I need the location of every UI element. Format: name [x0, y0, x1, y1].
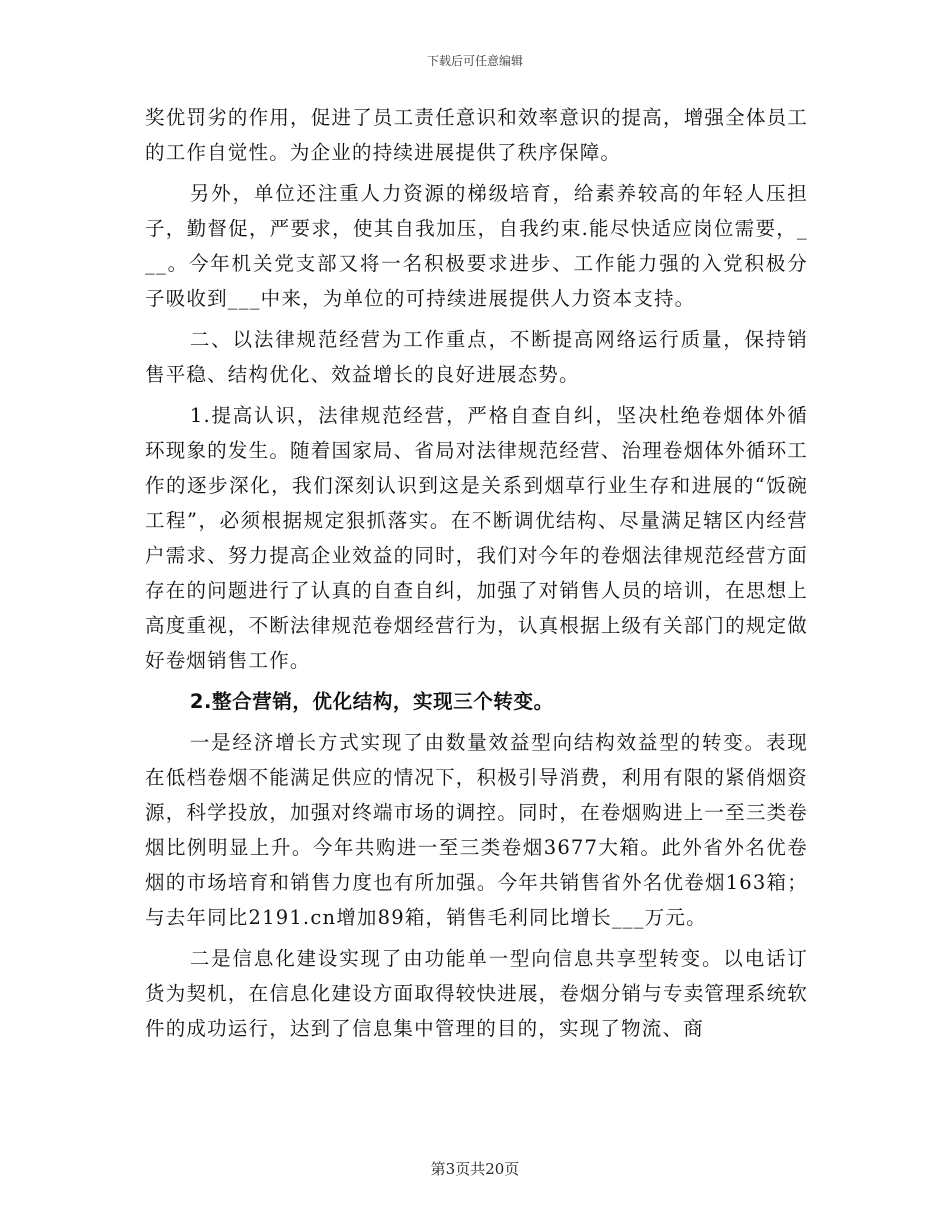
- paragraph-item-one: 1.提高认识，法律规范经营，严格自查自纠，坚决杜绝卷烟体外循环现象的发生。随着国家局、省局对法律规范经营、治理卷烟体外循环工作的逐步深化，我们深刻认识到这是关系到烟草行业生存和进展的“饭碗工程”，必须根据规定狠抓落实。在不断调优结构、尽量满足辖区内经营户需求、努力提高企业效益的同时，我们对今年的卷烟法律规范经营方面存在的问题进行了认真的自查自纠，加强了对销售人员的培训，在思想上高度重视，不断法律规范卷烟经营行为，认真根据上级有关部门的规定做好卷烟销售工作。: [145, 404, 808, 672]
- subheading-item-two: 2.整合营销，优化结构，实现三个转变。: [189, 690, 554, 713]
- paragraph-continuation: 奖优罚劣的作用，促进了员工责任意识和效率意识的提高，增强全体员工的工作自觉性。为企业的持续进展提供了秩序保障。: [145, 106, 808, 164]
- section-heading-two: 二、以法律规范经营为工作重点，不断提高网络运行质量，保持销售平稳、结构优化、效益增长的良好进展态势。: [145, 328, 808, 386]
- paragraph-growth-mode: 一是经济增长方式实现了由数量效益型向结构效益型的转变。表现在低档卷烟不能满足供应的情况下，积极引导消费，利用有限的紧俏烟资源，科学投放，加强对终端市场的调控。同时，在卷烟购进上一至三类卷烟比例明显上升。今年共购进一至三类卷烟3677大箱。此外省外名优卷烟的市场培育和销售力度也有所加强。今年共销售省外名优卷烟163箱；与去年同比2191.cn增加89箱，销售毛利同比增长___万元。: [145, 731, 808, 929]
- page-header-note: 下载后可任意编辑: [426, 54, 523, 68]
- paragraph-informatization: 二是信息化建设实现了由功能单一型向信息共享型转变。以电话订货为契机，在信息化建设方面取得较快进展，卷烟分销与专卖管理系统软件的成功运行，达到了信息集中管理的目的，实现了物流、商: [145, 947, 808, 1040]
- paragraph-talent-training: 另外，单位还注重人力资源的梯级培育，给素养较高的年轻人压担子，勤督促，严要求，使其自我加压，自我约束.能尽快适应岗位需要，___。今年机关党支部又将一名积极要求进步、工作能力强的入党积极分子吸收到___中来，为单位的可持续进展提供人力资本支持。: [145, 182, 808, 310]
- page-footer-number: 第3页共20页: [430, 1160, 520, 1178]
- document-body: [145, 100, 808, 1052]
